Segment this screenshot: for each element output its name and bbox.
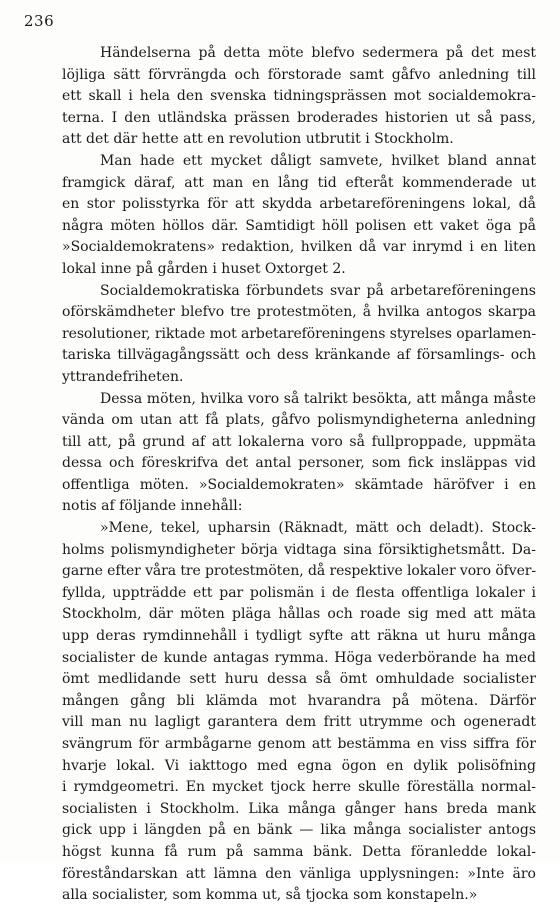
paragraph	[62, 281, 536, 389]
text-line: upp deras rymdinnehåll i tydligt syfte att räkna ut huru många	[62, 628, 536, 645]
text-line: i rymdgeometri. En mycket tjock herre skulle föreställa normal-	[62, 779, 536, 796]
text-line: föreståndarskan att lämna den vänliga upplysningen: »Inte äro	[62, 865, 536, 882]
text-line: »Socialdemokratens» redaktion, hvilken då var inrymd i en liten	[62, 239, 536, 256]
text-line: offentliga möten. »Socialdemokraten» skämtade häröfver i en	[62, 476, 536, 493]
text-line: gick upp i längden på en bänk — lika många socialister antogs	[62, 822, 536, 839]
text-line: till att, på grund af att lokalerna voro så fullproppade, uppmäta	[62, 433, 536, 450]
text-line: lokal inne på gården i huset Oxtorget 2.	[62, 260, 346, 277]
text-line: att det där hette att en revolution utbrutit i Stockholm.	[62, 131, 454, 148]
text-line: Socialdemokratiska förbundets svar på arbetareföreningens	[100, 282, 536, 299]
text-line: framgick däraf, att man en lång tid efteråt kommenderade ut	[62, 174, 536, 191]
text-line: fyllda, uppträdde ett par polismän i de flesta offentliga lokaler i	[62, 584, 536, 601]
paragraph	[62, 43, 536, 151]
text-line: notis af följande innehåll:	[62, 498, 243, 515]
text-line: ett skall i hela den svenska tidningsprässen mot socialdemokra-	[62, 88, 536, 105]
text-line: terna. I den utländska prässen broderades historien ut så pass,	[62, 109, 536, 126]
text-line: vill man nu lagligt garantera dem fritt utrymme och ogeneradt	[62, 714, 536, 731]
text-line: tariska tillvägagångssätt och dess kränkande af församlings- och	[62, 347, 536, 364]
page-number: 236	[24, 12, 55, 30]
text-line: svängrum för armbågarne genom att bestämma en viss siffra för	[62, 736, 536, 752]
text-line: vända om utan att få plats, gåfvo polismyndigheterna anledning	[62, 412, 536, 429]
text-line: socialisten i Stockholm. Lika många gånger hans breda mank	[62, 800, 536, 817]
text-line: ömt medlidande sett huru dessa så ömt omhuldade socialister	[62, 671, 536, 688]
body-text	[62, 43, 536, 907]
text-line: »Mene, tekel, upharsin (Räknadt, mätt och deladt). Stock-	[100, 520, 536, 537]
text-line: några möten höllos där. Samtidigt höll polisen ett vaket öga på	[62, 217, 536, 234]
text-line: Stockholm, där möten pläga hållas och roade sig med att mäta	[62, 606, 536, 623]
text-line: Dessa möten, hvilka voro så talrikt besökta, att många måste	[100, 390, 536, 407]
text-line: högst kunna få rum på samma bänk. Detta föranledde lokal-	[62, 843, 536, 860]
paragraph	[62, 389, 536, 519]
text-line: mången gång bli klämda mot hvarandra på mötena. Därför	[62, 692, 536, 709]
text-line: löjliga sätt förvrängda och förstorade samt gåfvo anledning till	[62, 66, 536, 83]
text-line: socialister de kunde antagas rymma. Höga vederbörande ha med	[62, 649, 536, 666]
text-line: resolutioner, riktade mot arbetareföreningens styrelses oparlamen-	[62, 325, 536, 342]
text-line: oförskämdheter blefvo tre protestmöten, å hvilka antogos skarpa	[62, 304, 536, 321]
text-line: holms polismyndigheter börja vidtaga sina försiktighetsmått. Da-	[62, 541, 536, 558]
paragraph	[62, 518, 536, 907]
text-line: dessa och föreskrifva det antal personer, som fick insläppas vid	[62, 455, 536, 472]
text-line: hvarje lokal. Vi iakttogo med egna ögon en dylik polisöfning	[62, 757, 536, 774]
text-line: garne efter våra tre protestmöten, då respektive lokaler voro öfver-	[62, 563, 536, 580]
text-line: en stor polisstyrka för att skydda arbetareföreningens lokal, då	[62, 196, 536, 213]
paragraph	[62, 151, 536, 281]
text-line: Händelserna på detta möte blefvo sedermera på det mest	[100, 45, 536, 61]
text-line: alla socialister, som komma ut, så tjocka som konstapeln.»	[62, 887, 478, 904]
text-line: Man hade ett mycket dåligt samvete, hvilket bland annat	[100, 152, 536, 169]
text-line: yttrandefriheten.	[62, 368, 184, 385]
